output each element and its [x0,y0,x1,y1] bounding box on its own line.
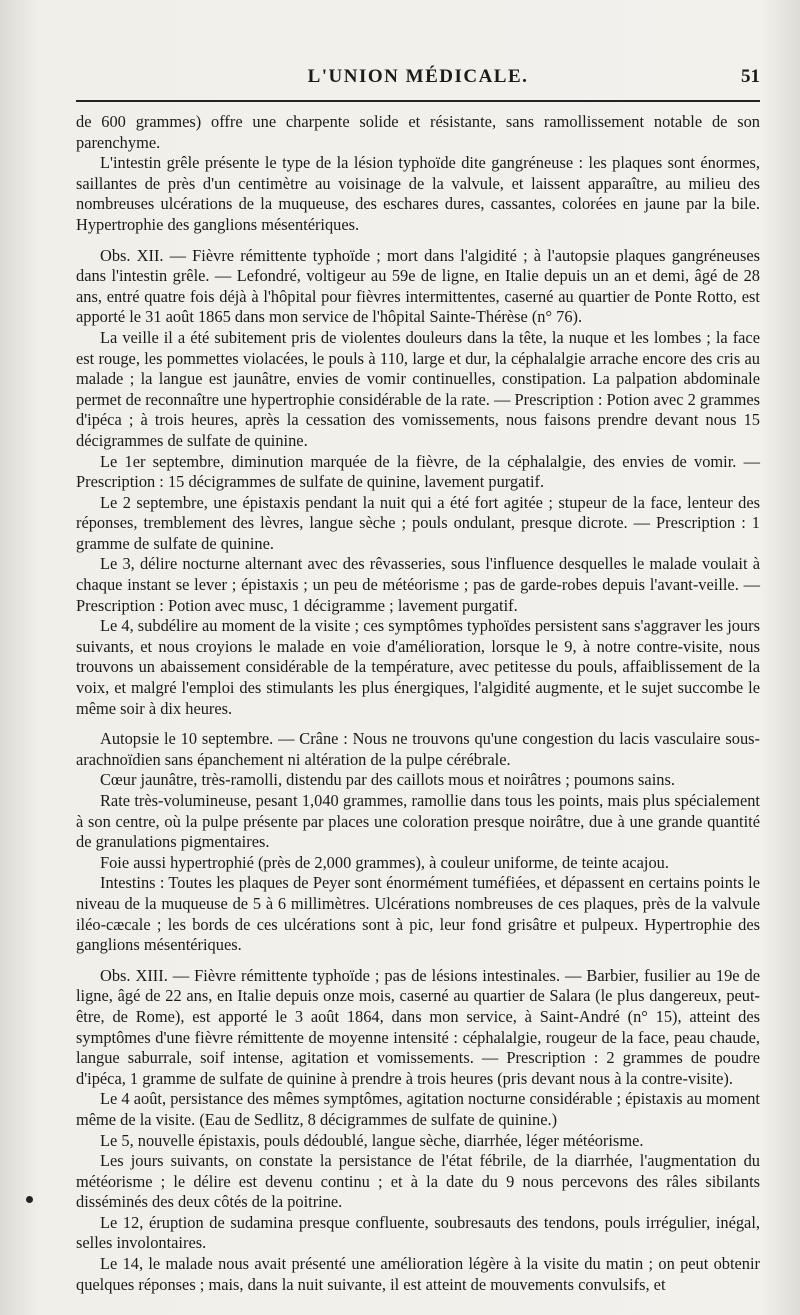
paragraph: Le 1er septembre, diminution marquée de la fièvre, de la céphalalgie, des envies de vomir. — Prescription : 15 décigrammes de sulfate de quinine, lavement purgatif. [76,451,760,492]
paragraph: Foie aussi hypertrophié (près de 2,000 grammes), à couleur uniforme, de teinte acajou. [100,852,669,872]
observation-heading-xiii: Obs. XIII. — Fièvre rémittente typhoïde ; pas de lésions intestinales. — Barbier, fusilier au 19e de ligne, âgé de 22 ans, en Italie depuis onze mois, caserné au quartier de Salara (le plus dangereux, peut-être, de Rome), est apporté le 3 août 1864, dans mon service, à Saint-André (n° 15), atteint des symptômes d'une fièvre rémittente de moyenne intensité : céphalalgie, rougeur de la face, peau chaude, langue saburrale, soif intense, agitation et vomissements. — Prescription : 2 grammes de poudre d'ipéca, 1 gramme de sulfate de quinine à prendre à trois heures (pris devant nous à la contre-visite). [76,965,760,1088]
autopsy-paragraph: Autopsie le 10 septembre. — Crâne : Nous ne trouvons qu'une congestion du lacis vasculaire sous-arachnoïdien sans épanchement ni altération de la pulpe cérébrale. [76,729,760,769]
paragraph: Le 4 août, persistance des mêmes symptômes, agitation nocturne considérable ; épistaxis au moment même de la visite. (Eau de Sedlitz, 8 décigrammes de sulfate de quinine.) [76,1089,760,1129]
body-text [76,112,760,1295]
paragraph: Cœur jaunâtre, très-ramolli, distendu par des caillots mous et noirâtres ; poumons sains. [100,770,675,790]
paragraph: L'intestin grêle présente le type de la lésion typhoïde dite gangréneuse : les plaques sont énormes, saillantes de près d'un centimètre au voisinage de la valvule, et laissent apparaître, au milieu des nombreuses ulcérations de la muqueuse, des eschares dures, cassantes, colorées en jaune par la bile. Hypertrophie des ganglions mésentériques. [76,153,760,234]
paragraph: Intestins : Toutes les plaques de Peyer sont énormément tuméfiées, et dépassent en certains points le niveau de la muqueuse de 5 à 6 millimètres. Ulcérations nombreuses de ces plaques, près de la valvule iléo-cæcale ; les bords de ces ulcérations sont à pic, leur fond grisâtre et pulpeux. Hypertrophie des ganglions mésentériques. [76,873,760,955]
page-number: 51 [741,66,760,87]
observation-heading-xii: Obs. XII. — Fièvre rémittente typhoïde ; mort dans l'algidité ; à l'autopsie plaques gangréneuses dans l'intestin grêle. — Lefondré, voltigeur au 59e de ligne, en Italie depuis un an et demi, âgé de 28 ans, entré quatre fois déjà à l'hôpital pour fièvres intermittentes, caserné au quartier de Ponte Rotto, est apporté le 31 août 1865 dans mon service de l'hôpital Sainte-Thérèse (n° 76). [76,245,760,327]
paragraph: Le 3, délire nocturne alternant avec des rêvasseries, sous l'influence desquelles le malade voulait à chaque instant se lever ; épistaxis ; un peu de météorisme ; pas de garde-robes depuis l'avant-veille. — Prescription : Potion avec musc, 1 décigramme ; lavement purgatif. [76,554,760,615]
running-header [76,62,760,96]
paragraph: Le 4, subdélire au moment de la visite ; ces symptômes typhoïdes persistent sans s'aggraver les jours suivants, et nous croyions le malade en voie d'amélioration, lorsque le 9, à notre contre-visite, nous trouvons un abaissement considérable de la température, avec petitesse du pouls, affaiblissement de la voix, et malgré l'emploi des stimulants les plus énergiques, l'algidité augmente, et le sujet succombe le même soir à dix heures. [76,616,760,718]
paragraph: Le 2 septembre, une épistaxis pendant la nuit qui a été fort agitée ; stupeur de la face, lenteur des réponses, tremblement des lèvres, langue sèche ; pouls ondulant, presque dicrote. — Prescription : 1 gramme de sulfate de quinine. [76,492,760,553]
header-rule [76,100,760,102]
paragraph: Le 5, nouvelle épistaxis, pouls dédoublé, langue sèche, diarrhée, léger météorisme. [100,1130,644,1150]
margin-dot [26,1196,33,1203]
paragraph: Le 14, le malade nous avait présenté une amélioration légère à la visite du matin ; on peut obtenir quelques réponses ; mais, dans la nuit suivante, il est atteint de mouvements convulsifs, et [76,1254,760,1294]
running-title: L'UNION MÉDICALE. [307,66,529,87]
paragraph: Les jours suivants, on constate la persistance de l'état fébrile, de la diarrhée, l'augmentation du météorisme ; le délire est devenu continu ; et à la date du 9 nous percevons des râles sibilants disséminés des deux côtés de la poitrine. [76,1151,760,1212]
paragraph: Le 12, éruption de sudamina presque confluente, soubresauts des tendons, pouls irrégulier, inégal, selles involontaires. [76,1212,760,1253]
paragraph: La veille il a été subitement pris de violentes douleurs dans la tête, la nuque et les lombes ; la face est rouge, les pommettes violacées, le pouls à 110, large et dur, la céphalalgie arrache encore des cris au malade ; la langue est jaunâtre, envies de vomir continuelles, constipation. La palpation abdominale permet de reconnaître une hypertrophie considérable de la rate. — Prescription : Potion avec 2 grammes d'ipéca ; à trois heures, après la cessation des vomissements, nous faisons prendre devant nous 15 décigrammes de sulfate de quinine. [76,327,760,450]
paragraph: Rate très-volumineuse, pesant 1,040 grammes, ramollie dans tous les points, mais plus spécialement à son centre, où la pulpe présente par places une coloration presque noirâtre, due à une grande quantité de granulations pigmentaires. [76,791,760,852]
paragraph: de 600 grammes) offre une charpente solide et résistante, sans ramollissement notable de son parenchyme. [76,112,760,152]
